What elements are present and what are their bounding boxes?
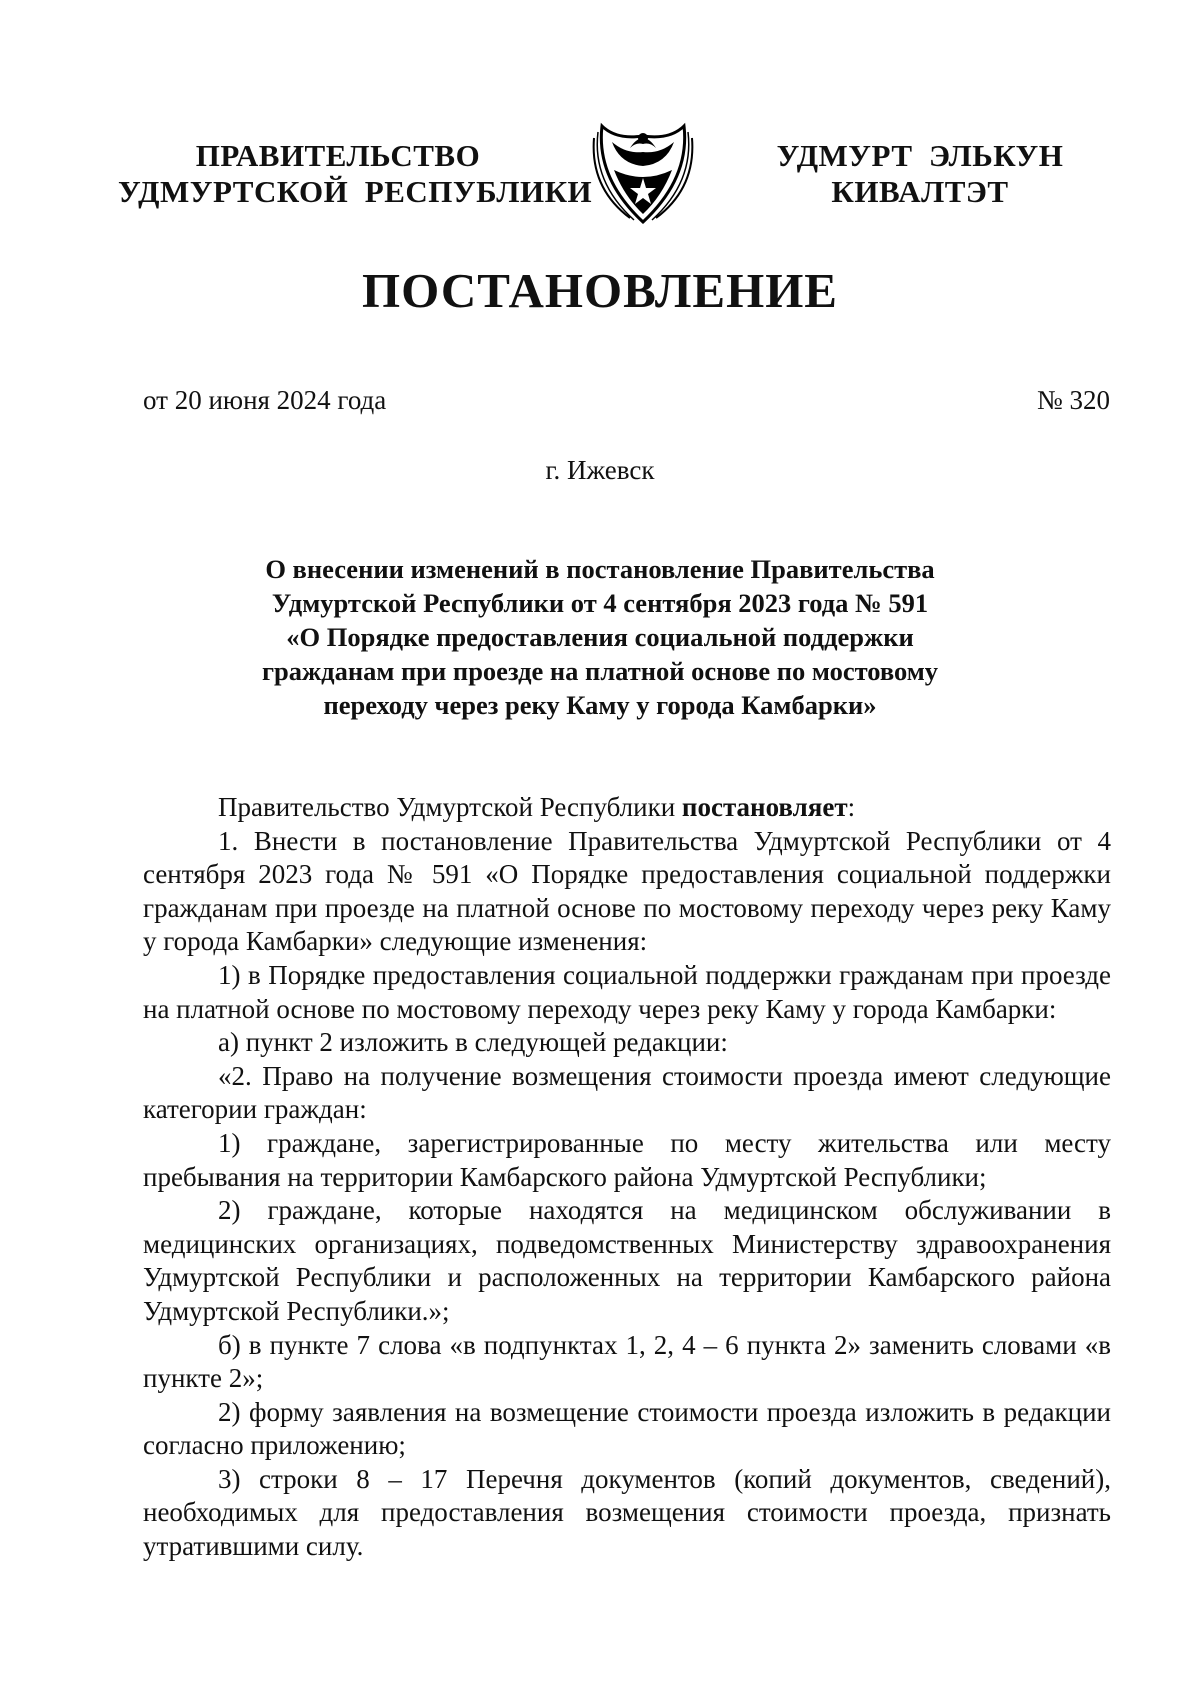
subject-line: переходу через реку Каму у города Камбарки» [323,690,877,720]
header-right-line2: КИВАЛТЭТ [831,174,1009,209]
document-body [143,791,1111,1564]
header-right [760,138,1080,210]
coat-of-arms-icon [590,118,696,228]
subject-line: О внесении изменений в постановление Правительства [265,554,935,584]
body-paragraph: 3) строки 8 – 17 Перечня документов (копий документов, сведений), необходимых для предоставления возмещения стоимости проезда, признать утратившими силу. [143,1463,1111,1562]
body-paragraph: «2. Право на получение возмещения стоимости проезда имеют следующие категории граждан: [143,1060,1111,1125]
document-number: № 320 [1036,385,1110,415]
body-paragraph: б) в пункте 7 слова «в подпунктах 1, 2, 4 – 6 пункта 2» заменить словами «в пункте 2»; [143,1329,1111,1394]
subject-line: Удмуртской Республики от 4 сентября 2023 года № 591 [271,588,929,618]
document-date: от 20 июня 2024 года [143,385,387,415]
document-subject [160,552,1040,722]
body-paragraph: а) пункт 2 изложить в следующей редакции: [218,1027,728,1058]
body-paragraph: 1) граждане, зарегистрированные по месту жительства или месту пребывания на территории Камбарского района Удмуртской Республики; [143,1127,1111,1192]
header-left-line1: ПРАВИТЕЛЬСТВО [195,138,481,173]
intro-end: : [847,792,856,822]
header-right-line1: УДМУРТ ЭЛЬКУН [776,138,1064,173]
document-type-title: ПОСТАНОВЛЕНИЕ [362,263,838,318]
subject-line: гражданам при проезде на платной основе по мостовому [261,656,939,686]
intro-verb: постановляет [681,792,848,822]
body-paragraph: 1. Внести в постановление Правительства Удмуртской Республики от 4 сентября 2023 года № 591 «О Порядке предоставления социальной поддержки гражданам при проезде на платной основе по мостовому переходу через реку Каму у города Камбарки» следующие изменения: [143,825,1111,957]
body-paragraph: 2) граждане, которые находятся на медицинском обслуживании в медицинских организациях, подведомственных Министерству здравоохранения Удмуртской Республики и расположенных на территории Камбарского района Удмуртской Республики.»; [143,1195,1111,1326]
intro-text: Правительство Удмуртской Республики [218,792,682,822]
body-intro [143,791,1111,825]
header-left [118,138,593,210]
subject-line: «О Порядке предоставления социальной поддержки [286,622,914,652]
body-paragraph: 1) в Порядке предоставления социальной поддержки гражданам при проезде на платной основе по мостовому переходу через реку Каму у города Камбарки: [143,959,1111,1024]
header-left-line2: УДМУРТСКОЙ РЕСПУБЛИКИ [118,174,593,209]
document-city: г. Ижевск [545,455,655,485]
body-paragraph: 2) форму заявления на возмещение стоимости проезда изложить в редакции согласно приложению; [143,1396,1111,1461]
